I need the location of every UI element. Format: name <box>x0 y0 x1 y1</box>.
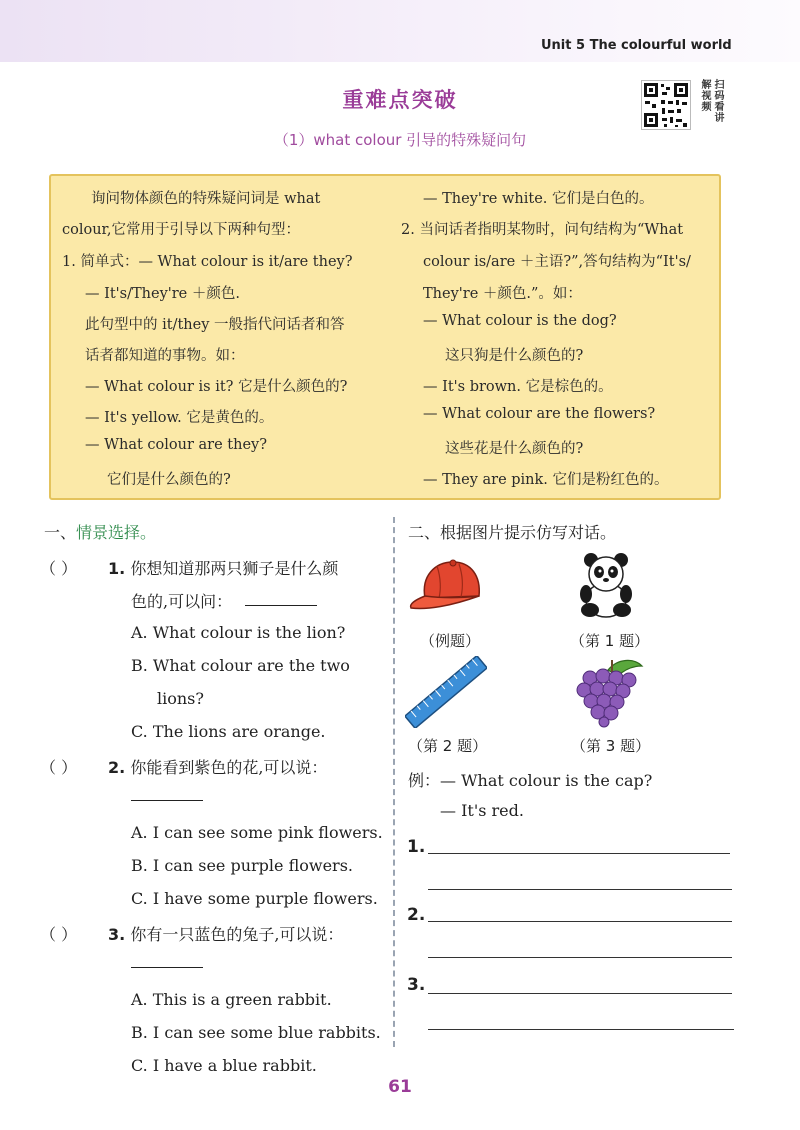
option-a[interactable]: A. What colour is the lion? <box>131 623 346 642</box>
answer-line[interactable] <box>428 1029 734 1030</box>
section-subheading: （1）what colour 引导的特殊疑问句 <box>273 131 527 149</box>
question-1-stem <box>108 556 338 579</box>
question-text: 你有一只蓝色的兔子,可以说： <box>130 925 344 944</box>
answer-number-3: 3. <box>407 975 426 995</box>
blue-ruler-picture <box>405 656 487 728</box>
qr-caption: 扫码看讲解视频 <box>699 79 723 123</box>
question-number: 1. <box>108 559 126 578</box>
note-left-line: 询问物体颜色的特殊疑问词是 what <box>91 191 321 207</box>
caption-q2: （第 2 题） <box>408 737 488 755</box>
qr-code[interactable] <box>641 80 691 130</box>
example-question: 例：— What colour is the cap? <box>408 771 653 790</box>
answer-number-2: 2. <box>407 905 426 925</box>
option-b-continued: lions? <box>157 689 204 708</box>
answer-line[interactable] <box>428 889 732 890</box>
option-b[interactable]: B. I can see purple flowers. <box>131 856 353 875</box>
note-right-line: — It's brown. 它是棕色的。 <box>423 379 613 395</box>
question-number: 2. <box>108 758 126 777</box>
answer-paren-2[interactable]: （ ） <box>40 758 78 777</box>
note-right-line: 这些花是什么颜色的? <box>445 441 584 457</box>
column-divider <box>393 517 395 1047</box>
note-right-line: They're ＋颜色.”。如： <box>423 286 582 302</box>
question-3-stem <box>108 922 343 945</box>
note-left-line: 话者都知道的事物。如： <box>85 348 245 364</box>
grammar-note-box <box>49 174 721 500</box>
option-c[interactable]: C. I have some purple flowers. <box>131 889 378 908</box>
option-b[interactable]: B. I can see some blue rabbits. <box>131 1023 381 1042</box>
question-2-stem <box>108 755 327 778</box>
part-one-prefix: 一、 <box>44 523 77 542</box>
note-right-line: — They're white. 它们是白色的。 <box>423 191 654 207</box>
question-1-blank[interactable] <box>245 605 317 606</box>
note-left-line: colour,它常用于引导以下两种句型： <box>62 222 301 238</box>
question-text: 你能看到紫色的花,可以说： <box>130 758 328 777</box>
question-3-blank[interactable] <box>131 967 203 968</box>
part-two-title: 二、根据图片提示仿写对话。 <box>408 523 617 542</box>
note-left-line: — It's/They're ＋颜色. <box>85 286 240 302</box>
note-right-line: — They are pink. 它们是粉红色的。 <box>423 472 669 488</box>
option-b[interactable]: B. What colour are the two <box>131 656 350 675</box>
unit-title: Unit 5 The colourful world <box>541 38 732 53</box>
note-left-line: 它们是什么颜色的? <box>107 472 231 488</box>
qr-code-icon <box>642 81 690 129</box>
answer-line[interactable] <box>428 993 732 994</box>
example-answer: — It's red. <box>440 801 524 820</box>
red-cap-picture <box>407 558 489 614</box>
page-number: 61 <box>388 1077 412 1097</box>
option-c[interactable]: C. I have a blue rabbit. <box>131 1056 317 1075</box>
question-2-blank[interactable] <box>131 800 203 801</box>
panda-picture <box>576 552 636 620</box>
caption-example: （例题） <box>420 632 481 650</box>
note-right-line: — What colour is the dog? <box>423 313 617 329</box>
answer-paren-3[interactable]: （ ） <box>40 925 78 944</box>
question-number: 3. <box>108 925 126 944</box>
note-right-line: 2. 当问话者指明某物时，问句结构为“What <box>401 222 684 238</box>
note-right-line: 这只狗是什么颜色的? <box>445 348 584 364</box>
option-a[interactable]: A. This is a green rabbit. <box>131 990 332 1009</box>
part-one-title <box>44 520 156 543</box>
grapes-picture <box>572 656 648 728</box>
caption-q1: （第 1 题） <box>570 632 650 650</box>
answer-line[interactable] <box>428 921 732 922</box>
note-left-line: — What colour is it? 它是什么颜色的? <box>85 379 348 395</box>
note-left-line: 此句型中的 it/they 一般指代问话者和答 <box>85 317 345 333</box>
note-right-line: — What colour are the flowers? <box>423 406 656 422</box>
answer-number-1: 1. <box>407 837 426 857</box>
note-right-line: colour is/are ＋主语?”,答句结构为“It's/ <box>423 254 691 270</box>
question-text: 色的,可以问： <box>131 592 233 611</box>
answer-line[interactable] <box>428 957 732 958</box>
option-c[interactable]: C. The lions are orange. <box>131 722 326 741</box>
note-left-line: — It's yellow. 它是黄色的。 <box>85 410 274 426</box>
part-one-label: 情景选择。 <box>76 523 157 542</box>
caption-q3: （第 3 题） <box>571 737 651 755</box>
option-a[interactable]: A. I can see some pink flowers. <box>131 823 383 842</box>
section-heading: 重难点突破 <box>342 88 458 112</box>
note-left-line: 1. 简单式：— What colour is it/are they? <box>62 254 353 270</box>
answer-line[interactable] <box>428 853 730 854</box>
note-left-line: — What colour are they? <box>85 437 268 453</box>
answer-paren-1[interactable]: （ ） <box>40 559 78 578</box>
question-text: 你想知道那两只狮子是什么颜 <box>130 559 339 578</box>
